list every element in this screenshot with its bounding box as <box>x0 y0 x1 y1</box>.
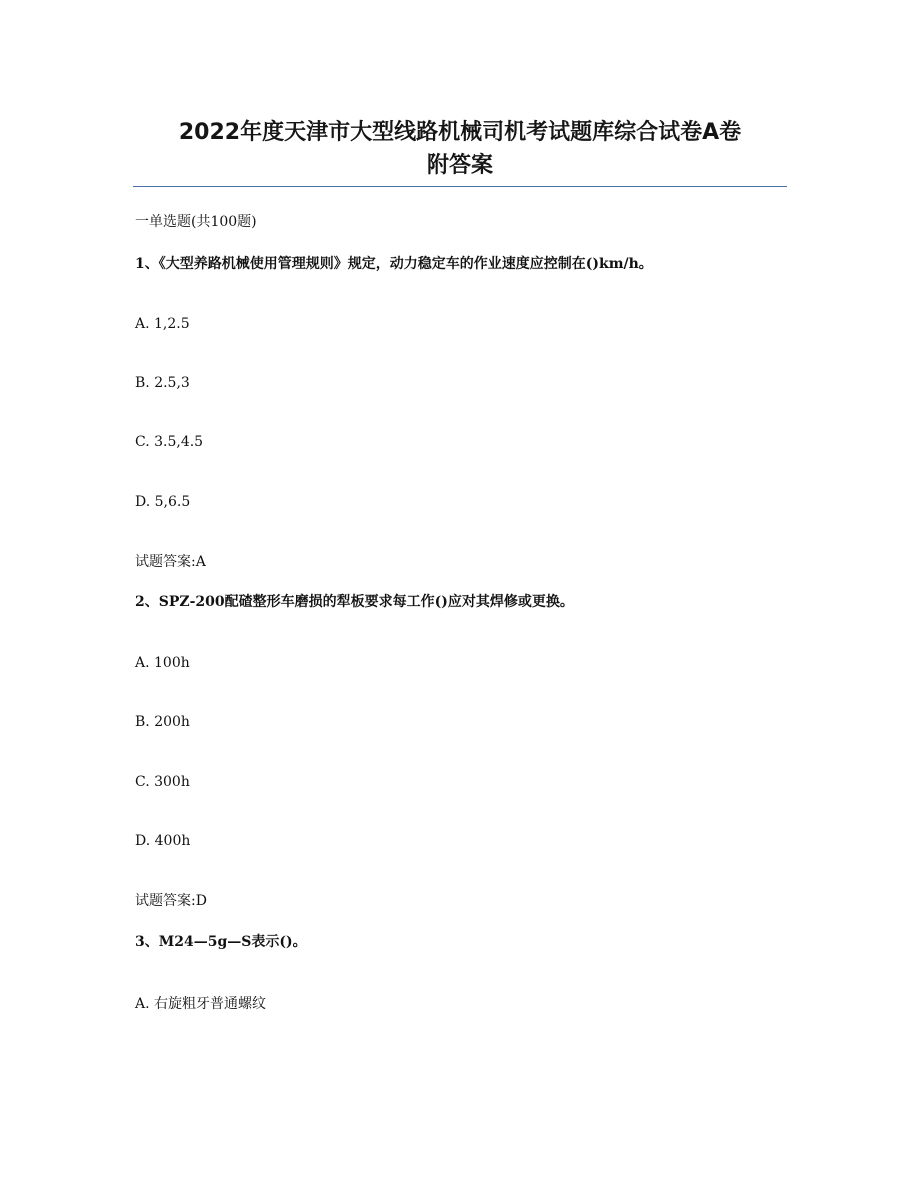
question-2-option-c: C. 300h <box>135 774 190 790</box>
title-line-2: 附答案 <box>426 153 493 178</box>
question-1-option-d: D. 5,6.5 <box>135 494 191 510</box>
question-1-option-a: A. 1,2.5 <box>135 316 190 332</box>
question-1-option-c: C. 3.5,4.5 <box>135 434 204 450</box>
section-heading: 一单选题(共100题) <box>135 214 257 230</box>
question-1-answer: 试题答案:A <box>135 554 206 570</box>
question-1-option-b: B. 2.5,3 <box>135 375 190 391</box>
question-2-option-d: D. 400h <box>135 833 191 849</box>
question-2-option-a: A. 100h <box>135 655 190 671</box>
question-2-answer: 试题答案:D <box>135 893 207 909</box>
question-3-stem: 3、M24—5g—S表示()。 <box>135 934 307 950</box>
question-2-stem: 2、SPZ-200配碴整形车磨损的犁板要求每工作()应对其焊修或更换。 <box>135 594 574 610</box>
title-divider <box>133 186 787 187</box>
question-1-stem: 1、《大型养路机械使用管理规则》规定，动力稳定车的作业速度应控制在()km/h。 <box>135 256 653 272</box>
title-line-1: 2022年度天津市大型线路机械司机考试题库综合试卷A卷 <box>178 120 742 145</box>
question-2-option-b: B. 200h <box>135 714 190 730</box>
question-3-option-a: A. 右旋粗牙普通螺纹 <box>135 996 267 1012</box>
document-title <box>133 116 787 182</box>
